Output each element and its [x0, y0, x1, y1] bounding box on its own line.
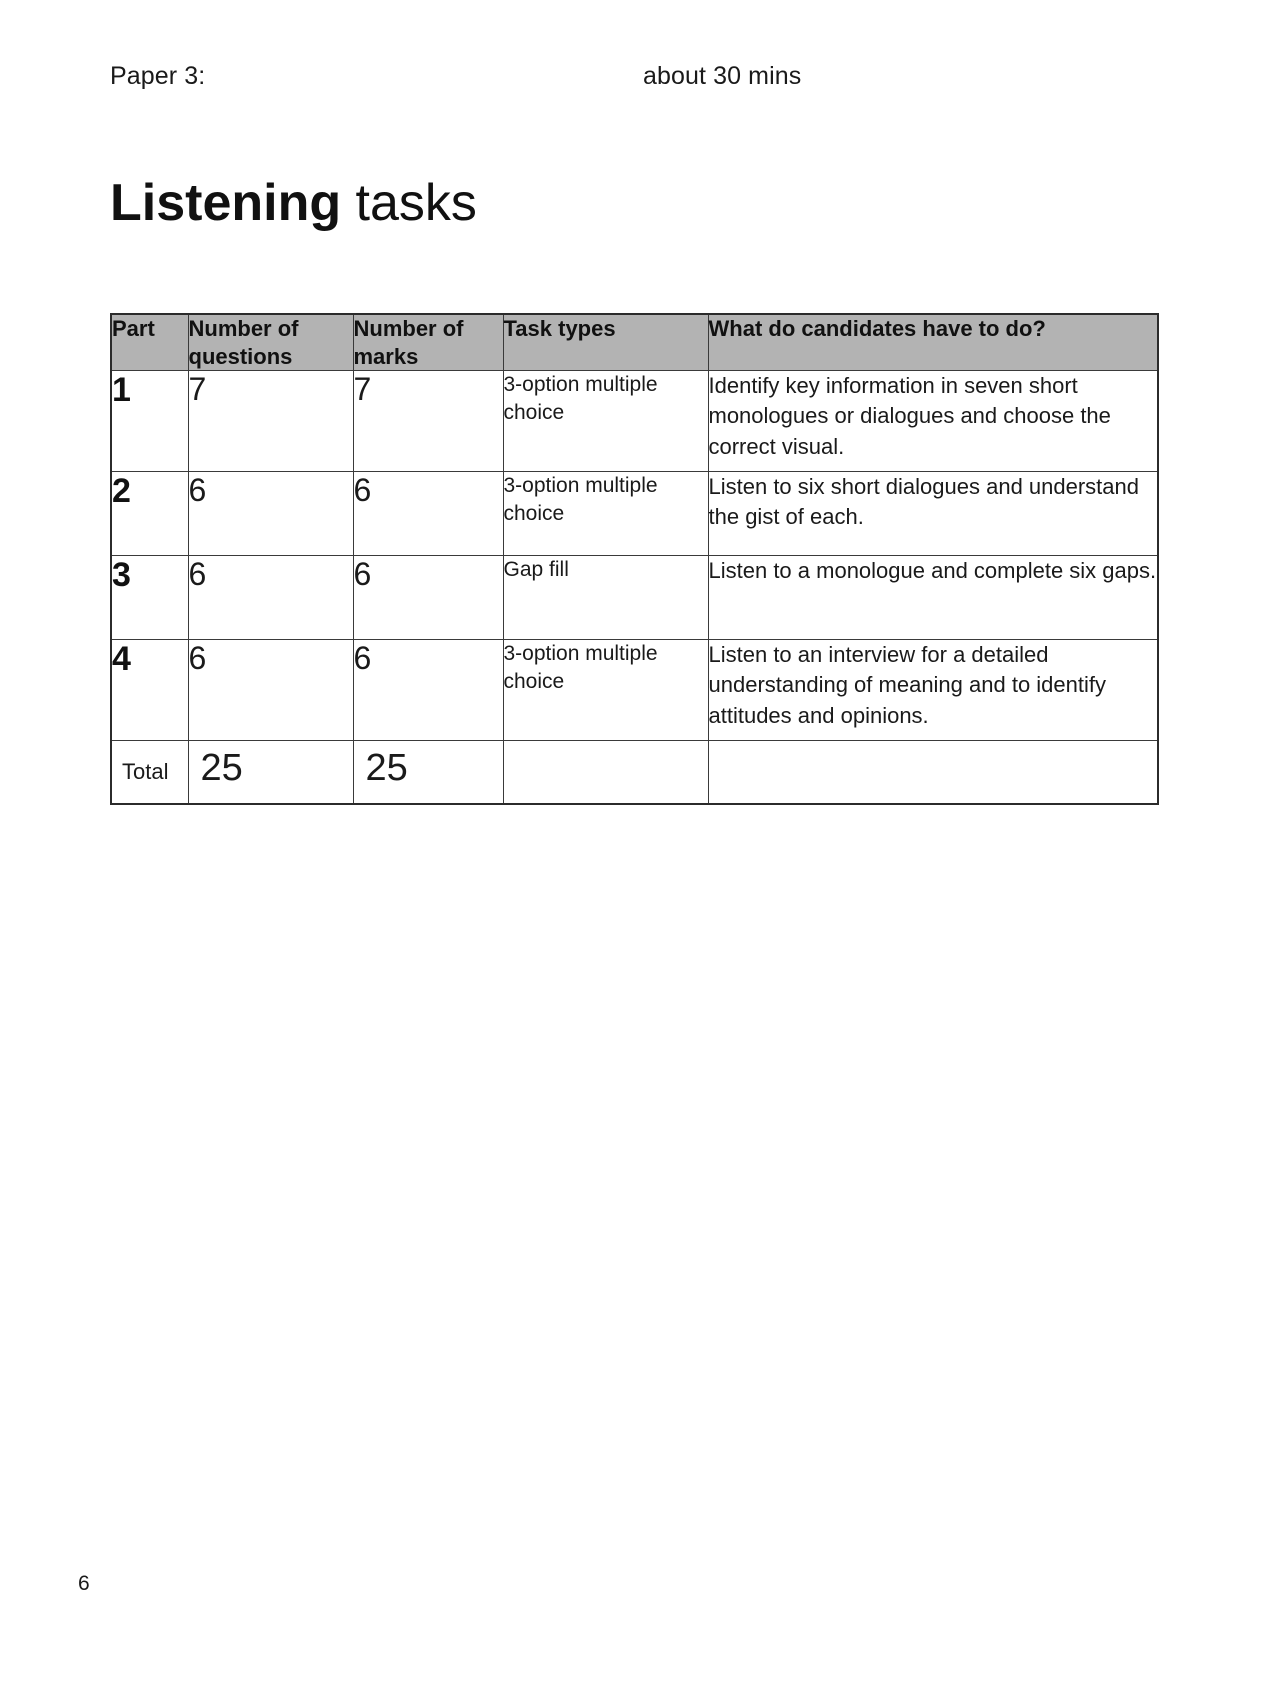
cell-marks: 6 [353, 556, 503, 640]
paper-label: Paper 3: [110, 62, 206, 90]
table-row [111, 556, 1158, 640]
table-row [111, 640, 1158, 741]
cell-description: Listen to an interview for a detailed understanding of meaning and to identify attitudes and opinions. [708, 640, 1158, 741]
cell-total-task-type [503, 741, 708, 805]
cell-task-type: 3-option multiple choice [503, 640, 708, 741]
column-header-task-types: Task types [503, 314, 708, 371]
cell-marks: 6 [353, 640, 503, 741]
cell-part: 1 [111, 371, 188, 472]
listening-tasks-table-wrapper [110, 313, 1157, 805]
paper-duration: about 30 mins [643, 62, 802, 90]
column-header-what-do-candidates: What do candidates have to do? [708, 314, 1158, 371]
page-title-light: tasks [341, 173, 477, 232]
column-header-part: Part [111, 314, 188, 371]
table-row [111, 371, 1158, 472]
cell-questions: 6 [188, 556, 353, 640]
cell-marks: 6 [353, 472, 503, 556]
cell-part: 4 [111, 640, 188, 741]
listening-tasks-table [110, 313, 1159, 805]
cell-task-type: 3-option multiple choice [503, 472, 708, 556]
column-header-marks-line2: marks [353, 343, 419, 369]
cell-part: 2 [111, 472, 188, 556]
cell-part: 3 [111, 556, 188, 640]
cell-total-description [708, 741, 1158, 805]
cell-total-marks: 25 [353, 741, 503, 805]
cell-description: Listen to a monologue and complete six gaps. [708, 556, 1158, 640]
column-header-questions-line1: Number of [188, 316, 299, 341]
table-total-row [111, 741, 1158, 805]
table-header-row [111, 314, 1158, 371]
cell-description: Identify key information in seven short monologues or dialogues and choose the correct visual. [708, 371, 1158, 472]
column-header-marks-line1: Number of [353, 316, 464, 341]
page-header [110, 62, 1110, 94]
column-header-questions-line2: questions [188, 343, 293, 369]
page-title-strong: Listening [110, 173, 342, 232]
table-body [111, 371, 1158, 805]
cell-total-label: Total [111, 741, 188, 805]
cell-questions: 7 [188, 371, 353, 472]
cell-marks: 7 [353, 371, 503, 472]
page-number: 6 [78, 1572, 90, 1595]
cell-questions: 6 [188, 640, 353, 741]
cell-task-type: Gap fill [503, 556, 708, 640]
column-header-number-of-marks [353, 314, 503, 371]
cell-description: Listen to six short dialogues and understand the gist of each. [708, 472, 1158, 556]
page-title [110, 175, 477, 232]
column-header-number-of-questions [188, 314, 353, 371]
table-head [111, 314, 1158, 371]
table-row [111, 472, 1158, 556]
cell-task-type: 3-option multiple choice [503, 371, 708, 472]
cell-total-questions: 25 [188, 741, 353, 805]
cell-questions: 6 [188, 472, 353, 556]
